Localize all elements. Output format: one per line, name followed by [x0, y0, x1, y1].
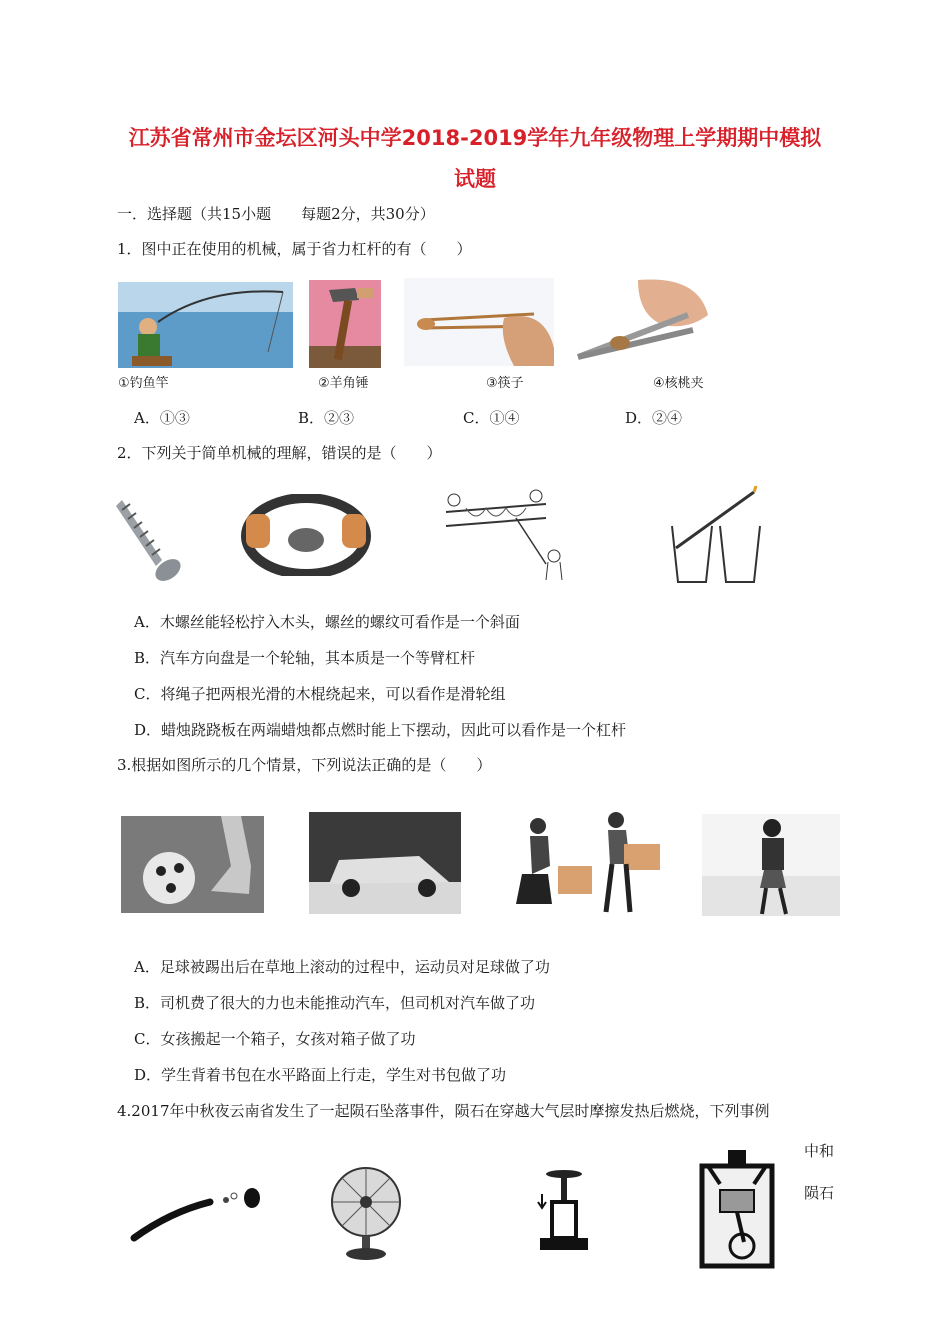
question-2-stem: 2．下列关于简单机械的理解，错误的是（ ）	[117, 444, 442, 462]
q3-option-c: C．女孩搬起一个箱子，女孩对箱子做了功	[134, 1030, 416, 1048]
document-title-line2: 试题	[454, 167, 496, 191]
q4-figure-meteor-streak	[130, 1182, 270, 1244]
q3-option-a: A．足球被踢出后在草地上滚动的过程中，运动员对足球做了功	[134, 958, 550, 976]
q3-figure-walking-student	[702, 814, 840, 916]
q1-caption-3: ③筷子	[486, 376, 524, 391]
q2-option-c: C．将绳子把两根光滑的木棍绕起来，可以看作是滑轮组	[134, 685, 506, 703]
q1-option-d: D．②④	[625, 409, 683, 427]
question-1-stem: 1．图中正在使用的机械，属于省力杠杆的有（ ）	[117, 240, 472, 258]
question-4-side-text-1: 中和	[804, 1142, 835, 1160]
q1-option-b: B．②③	[298, 409, 355, 427]
q2-option-b: B．汽车方向盘是一个轮轴，其本质是一个等臂杠杆	[134, 649, 476, 667]
question-3-stem: 3.根据如图所示的几个情景，下列说法正确的是（ ）	[117, 756, 492, 774]
q1-figure-nutcracker	[568, 275, 718, 367]
q1-figure-claw-hammer	[309, 280, 381, 368]
q1-caption-1: ①钓鱼竿	[118, 376, 169, 391]
section-header: 一．选择题（共15小题 每题2分，共30分）	[117, 205, 435, 223]
question-4-side-text-2: 陨石	[804, 1184, 835, 1202]
q3-figure-pushing-car	[309, 812, 461, 914]
q1-caption-4: ④核桃夹	[653, 376, 704, 391]
q3-figure-lifting-box	[508, 808, 663, 914]
q2-figure-steering-wheel	[236, 494, 376, 576]
q3-figure-kicking-ball	[121, 816, 264, 913]
q2-option-a: A．木螺丝能轻松拧入木头，螺丝的螺纹可看作是一个斜面	[134, 613, 520, 631]
q4-figure-engine-cylinder	[698, 1146, 776, 1270]
q4-figure-air-compression-cylinder	[534, 1168, 590, 1254]
q1-option-c: C．①④	[463, 409, 520, 427]
q2-option-d: D．蜡烛跷跷板在两端蜡烛都点燃时能上下摆动，因此可以看作是一个杠杆	[134, 721, 627, 739]
document-title-line1: 江苏省常州市金坛区河头中学2018-2019学年九年级物理上学期期中模拟	[128, 126, 822, 150]
q3-option-b: B．司机费了很大的力也未能推动汽车，但司机对汽车做了功	[134, 994, 536, 1012]
q1-figure-fishing-rod	[118, 282, 293, 368]
q2-figure-candle-seesaw	[658, 484, 768, 584]
q1-option-a: A．①③	[134, 409, 190, 427]
q2-figure-wood-screw	[112, 494, 184, 586]
q2-figure-rope-sticks	[436, 484, 576, 584]
q1-caption-2: ②羊角锤	[318, 376, 369, 391]
q3-option-d: D．学生背着书包在水平路面上行走，学生对书包做了功	[134, 1066, 507, 1084]
question-4-stem: 4.2017年中秋夜云南省发生了一起陨石坠落事件，陨石在穿越大气层时摩擦发热后燃烧，下列事例	[117, 1102, 770, 1120]
q1-figure-chopsticks	[404, 278, 554, 366]
q4-figure-electric-fan	[322, 1166, 410, 1262]
